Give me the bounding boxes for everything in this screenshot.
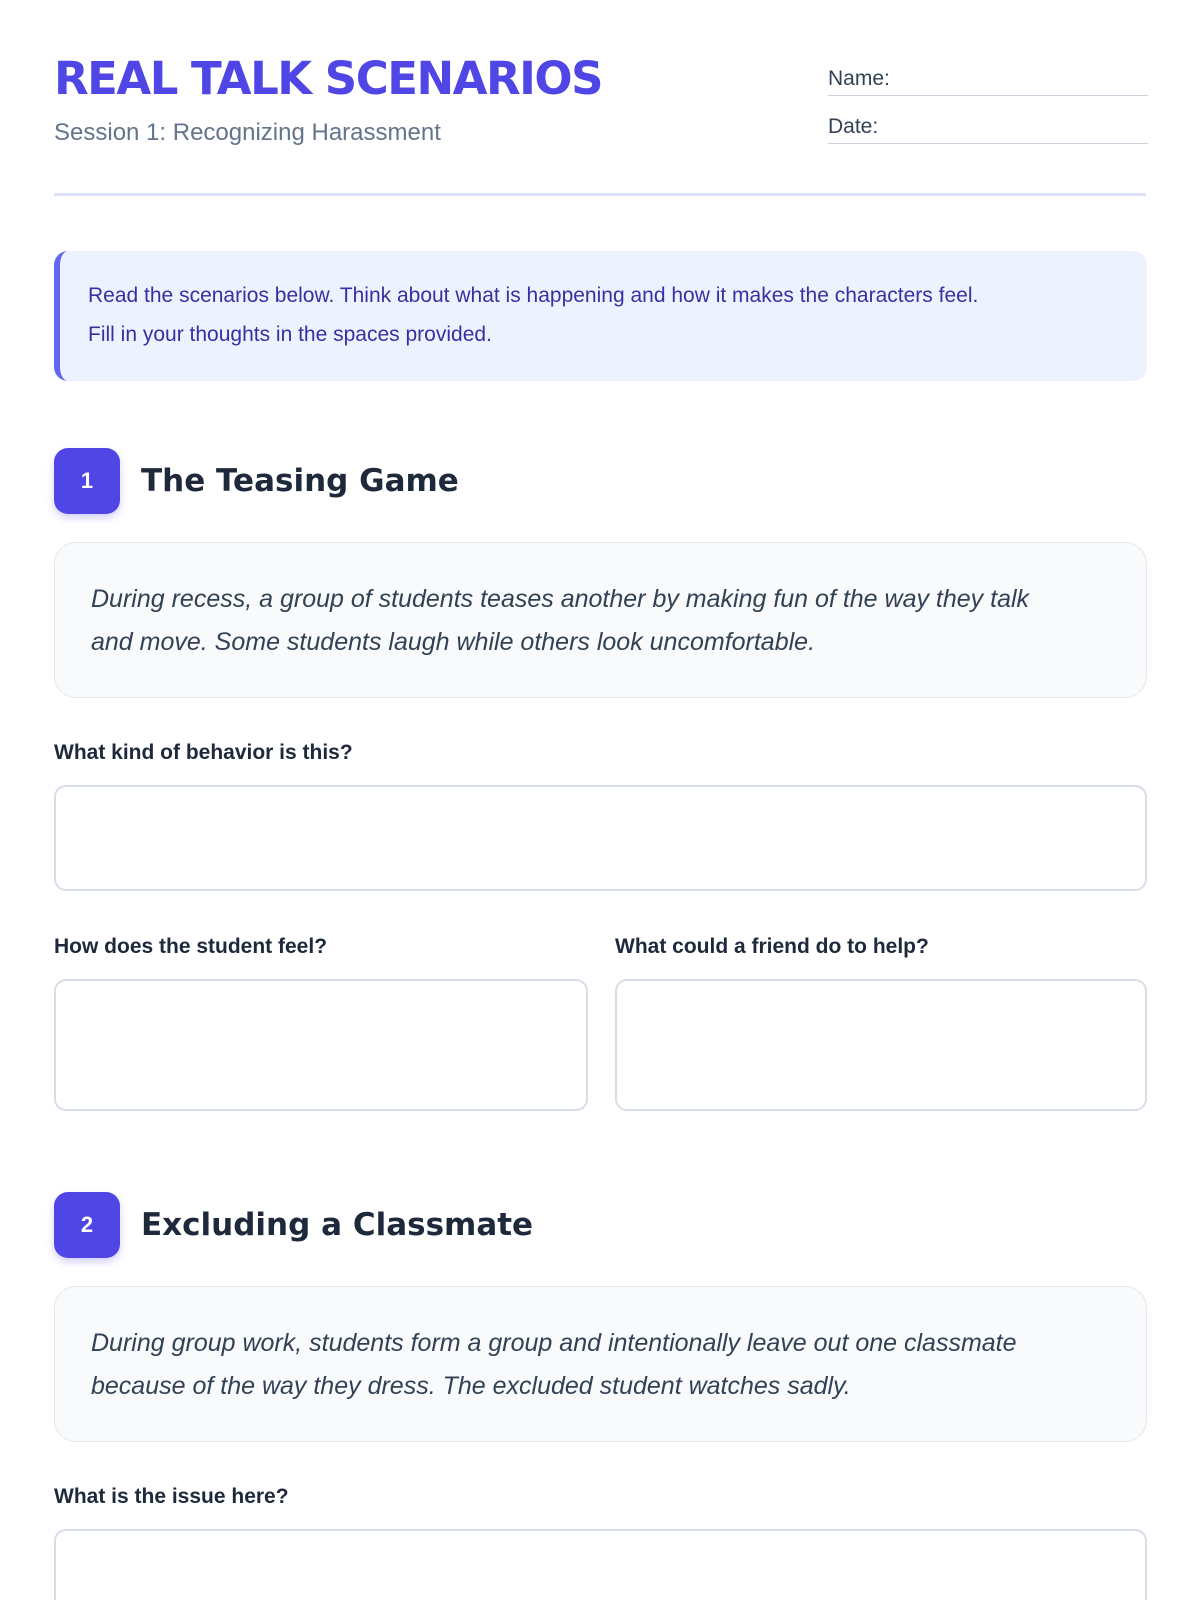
name-label: Name: xyxy=(828,67,890,90)
scenario-2-story xyxy=(54,1286,1147,1442)
question-label: What kind of behavior is this? xyxy=(54,741,353,764)
question-label: What could a friend do to help? xyxy=(615,935,929,958)
scenario-title: Excluding a Classmate xyxy=(141,1207,534,1243)
story-line-2: because of the way they dress. The excluded student watches sadly. xyxy=(91,1372,851,1400)
story-line-1: During recess, a group of students teases another by making fun of the way they talk xyxy=(91,585,1030,613)
answer-box-issue[interactable] xyxy=(54,1529,1147,1600)
page-subtitle: Session 1: Recognizing Harassment xyxy=(54,119,441,146)
scenario-number-badge: 2 xyxy=(54,1192,120,1258)
scenario-title: The Teasing Game xyxy=(141,463,459,499)
answer-box-behavior[interactable] xyxy=(54,785,1147,891)
story-line-2: and move. Some students laugh while others look uncomfortable. xyxy=(91,628,816,656)
date-field[interactable] xyxy=(828,110,1148,144)
question-label: How does the student feel? xyxy=(54,935,328,958)
page-title: REAL TALK SCENARIOS xyxy=(54,52,603,105)
header xyxy=(54,0,1146,196)
scenario-number-badge: 1 xyxy=(54,448,120,514)
name-field[interactable] xyxy=(828,62,1148,96)
answer-box-friend-help[interactable] xyxy=(615,979,1147,1111)
instructions-line-1: Read the scenarios below. Think about what is happening and how it makes the characters feel. xyxy=(88,284,979,307)
answer-box-feelings[interactable] xyxy=(54,979,588,1111)
scenario-1-story xyxy=(54,542,1147,698)
instructions-line-2: Fill in your thoughts in the spaces provided. xyxy=(88,323,492,346)
scenario-2-header xyxy=(54,1192,533,1258)
instructions-box xyxy=(54,251,1147,381)
date-label: Date: xyxy=(828,115,879,138)
story-line-1: During group work, students form a group and intentionally leave out one classmate xyxy=(91,1329,1017,1357)
question-label: What is the issue here? xyxy=(54,1485,289,1508)
scenario-1-header xyxy=(54,448,459,514)
